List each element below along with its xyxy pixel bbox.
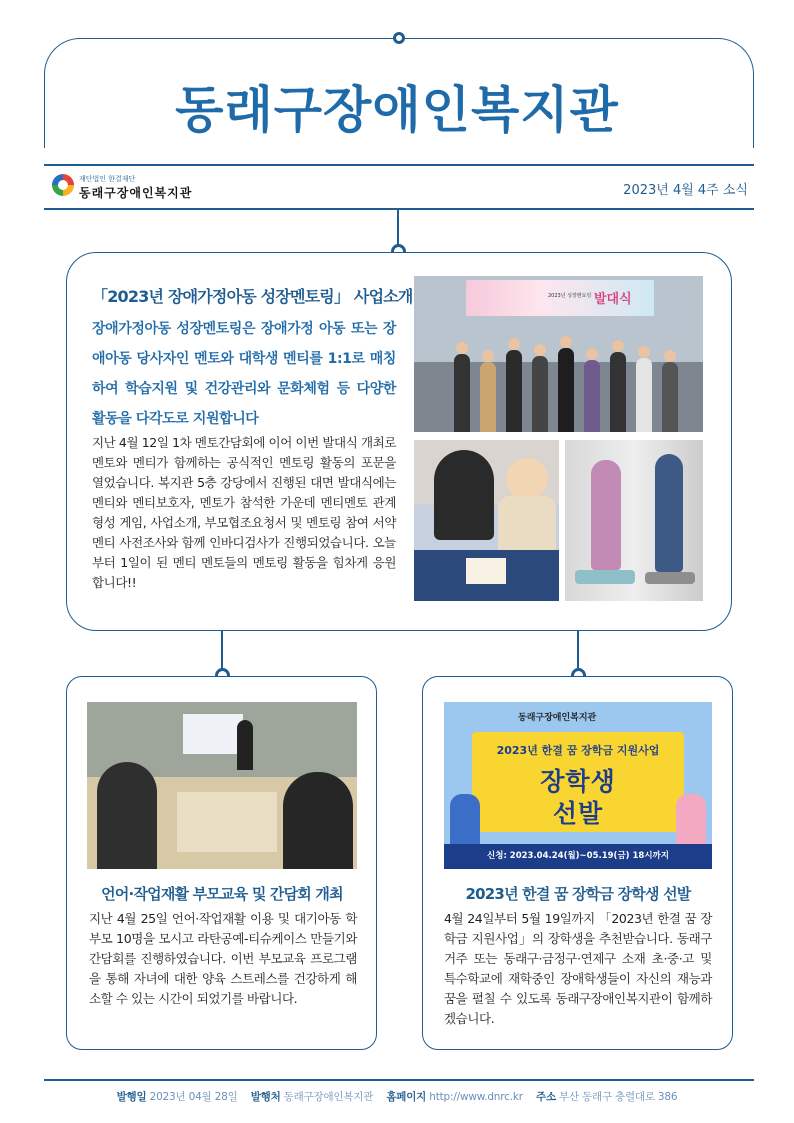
issue-label: 2023년 4월 4주 소식 bbox=[623, 183, 748, 198]
photo-mentoring-table bbox=[414, 440, 559, 601]
name-card bbox=[466, 558, 506, 584]
person-figure bbox=[237, 720, 253, 770]
scale bbox=[575, 570, 635, 584]
banner-big-text: 발대식 bbox=[594, 292, 632, 307]
poster-subtitle: 2023년 한결 꿈 장학금 지원사업 bbox=[496, 744, 660, 757]
face bbox=[586, 348, 598, 360]
face bbox=[482, 350, 494, 362]
photo-launch-ceremony bbox=[414, 276, 703, 432]
header-connector-knob bbox=[393, 32, 405, 44]
connector-line bbox=[397, 209, 399, 247]
person-figure bbox=[97, 762, 157, 869]
connector-line-left bbox=[221, 631, 223, 671]
person-figure bbox=[480, 362, 496, 432]
person-figure bbox=[283, 772, 353, 869]
issue-bar-top-line bbox=[44, 164, 754, 166]
face bbox=[506, 458, 548, 500]
footer-address-label: 주소 bbox=[536, 1091, 556, 1103]
footer-homepage-link[interactable]: http://www.dnrc.kr bbox=[429, 1091, 523, 1103]
face bbox=[534, 344, 546, 356]
right-story-title: 2023년 한결 꿈 장학금 장학생 선발 bbox=[465, 885, 691, 903]
poster-headline-1: 장학생 bbox=[540, 767, 616, 796]
org-name: 동래구장애인복지관 bbox=[79, 186, 193, 200]
footer-address: 부산 동래구 충렬대로 386 bbox=[559, 1091, 678, 1103]
poster-panel bbox=[472, 732, 684, 832]
ceremony-banner bbox=[466, 280, 654, 316]
person-figure bbox=[454, 354, 470, 432]
face bbox=[638, 346, 650, 358]
main-story-lead: 장애가정아동 성장멘토링은 장애가정 아동 또는 장애아동 당사자인 멘토와 대학생 멘티를 1:1로 매칭하여 학습지원 및 건강관리와 문화체험 등 다양한 활동을 다각도로 지원합니다 bbox=[92, 321, 396, 427]
girl-figure bbox=[676, 794, 706, 844]
person-figure bbox=[506, 350, 522, 432]
person-figure bbox=[610, 352, 626, 432]
poster-headline-2: 선발 bbox=[552, 799, 604, 828]
footer-line bbox=[44, 1079, 754, 1081]
footer-homepage-label: 홈페이지 bbox=[386, 1091, 427, 1103]
person-figure bbox=[655, 454, 683, 572]
face bbox=[456, 342, 468, 354]
face bbox=[560, 336, 572, 348]
poster-date-strip: 신청: 2023.04.24(월)~05.19(금) 18시까지 bbox=[444, 844, 712, 869]
scholarship-poster bbox=[444, 702, 712, 869]
boy-figure bbox=[450, 794, 480, 844]
person-figure bbox=[434, 450, 494, 540]
person-figure bbox=[662, 362, 678, 432]
main-story-title: 「2023년 장애가정아동 성장멘토링」 사업소개 bbox=[92, 287, 413, 306]
footer-date: 2023년 04월 28일 bbox=[149, 1091, 238, 1103]
right-story-body: 4월 24일부터 5월 19일까지 「2023년 한결 꿈 장학금 지원사업」의 장학생을 추천받습니다. 동래구 거주 또는 동래구·금정구·연제구 소재 초·중·고 및 특수학교에 재학중인 장애학생들이 자신의 재능과 꿈을 펼칠 수 있도록 동래구장애인복지관이 함께하겠습니다. bbox=[444, 911, 712, 1026]
issue-bar-bottom-line bbox=[44, 208, 754, 210]
person-figure bbox=[591, 460, 621, 570]
banner-small-text: 2023년 성장멘토링 bbox=[548, 293, 592, 299]
left-story-title: 언어·작업재활 부모교육 및 간담회 개최 bbox=[101, 885, 343, 903]
scale bbox=[645, 572, 695, 584]
org-logo-icon bbox=[52, 174, 74, 196]
table bbox=[177, 792, 277, 852]
person-figure bbox=[584, 360, 600, 432]
page-title: 동래구장애인복지관 bbox=[175, 81, 619, 139]
person-figure bbox=[532, 356, 548, 432]
connector-line-right bbox=[577, 631, 579, 671]
screen bbox=[183, 714, 243, 754]
face bbox=[664, 350, 676, 362]
main-story-body: 지난 4월 12일 1차 멘토간담회에 이어 이번 발대식 개최로 멘토와 멘티가 함께하는 공식적인 멘토링 활동의 포문을 열었습니다. 복지관 5층 강당에서 진행된 대면 발대식에는 멘티와 멘티보호자, 멘토가 참석한 가운데 멘티멘토 관계형성 게임, 사업소개, 부모협조요청서 및 멘토링 참여 서약 멘티 사전조사와 함께 인바디검사가 진행되었습니다. 오늘부터 1일이 된 멘티 멘토들의 멘토링 활동을 힘차게 응원합니다!! bbox=[92, 435, 396, 590]
footer-date-label: 발행일 bbox=[116, 1091, 147, 1103]
photo-parent-education bbox=[87, 702, 357, 869]
poster-logo-text: 동래구장애인복지관 bbox=[518, 713, 597, 723]
org-parent-name: 재단법인 한결재단 bbox=[79, 175, 136, 183]
face bbox=[508, 338, 520, 350]
footer-publisher: 동래구장애인복지관 bbox=[283, 1091, 374, 1103]
footer-publisher-label: 발행처 bbox=[250, 1091, 281, 1103]
person-figure bbox=[636, 358, 652, 432]
photo-inbody-check bbox=[565, 440, 703, 601]
left-story-body: 지난 4월 25일 언어·작업재활 이용 및 대기아동 학부모 10명을 모시고 라탄공예-티슈케이스 만들기와 간담회를 진행하였습니다. 이번 부모교육 프로그램을 통해 자녀에 대한 양육 스트레스를 건강하게 해소할 수 있는 시간이 되었기를 바랍니다. bbox=[89, 911, 357, 1006]
face bbox=[612, 340, 624, 352]
person-figure bbox=[558, 348, 574, 432]
footer bbox=[0, 1089, 794, 1104]
